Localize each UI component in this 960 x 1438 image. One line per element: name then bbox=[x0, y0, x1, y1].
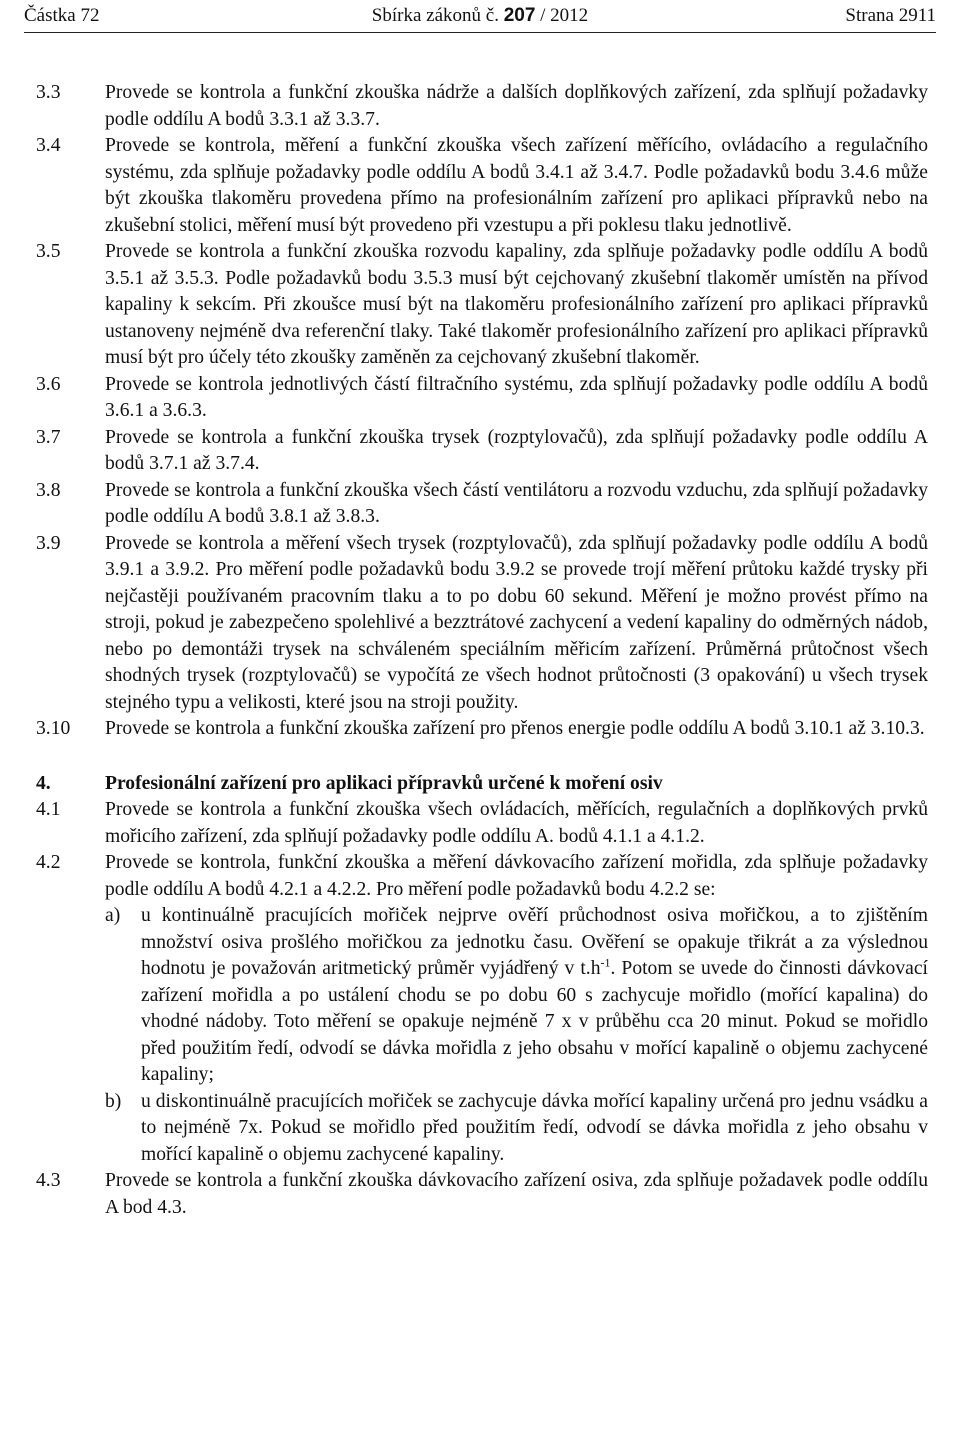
item-text: Provede se kontrola a funkční zkouška nádrže a dalších doplňkových zařízení, zda splňují požadavky podle oddílu A bodů 3.3.1 až 3.3.7. bbox=[105, 82, 928, 130]
subitem-a bbox=[105, 903, 928, 1089]
item-text: Provede se kontrola, měření a funkční zkouška všech zařízení měřícího, ovládacího a regulačního systému, zda splňuje požadavky podle oddílu A bodů 3.4.1 až 3.4.7. Podle požadavků bodu 3.4.6 může být zkouška tlakoměru provedena přímo na profesionálním zařízení pro aplikaci přípravků nebo na zkušební stolici, měření musí být provedeno při vzestupu a při poklesu tlaku jednotlivě. bbox=[105, 135, 928, 236]
item-text: Provede se kontrola a funkční zkouška trysek (rozptylovačů), zda splňují požadavky podle oddílu A bodů 3.7.1 až 3.7.4. bbox=[105, 426, 928, 474]
header-issue: Částka 72 bbox=[24, 5, 100, 26]
superscript-exponent: -1 bbox=[600, 955, 611, 970]
subitem-label: a) bbox=[105, 905, 121, 926]
item-4-1 bbox=[36, 797, 928, 850]
item-number: 4.3 bbox=[36, 1170, 61, 1191]
item-3-10 bbox=[36, 716, 928, 743]
item-3-8 bbox=[36, 478, 928, 531]
header-collection bbox=[24, 5, 936, 27]
item-number: 3.3 bbox=[36, 82, 61, 103]
item-body bbox=[105, 850, 928, 1168]
item-text: Provede se kontrola a funkční zkouška zařízení pro přenos energie podle oddílu A bodů 3.10.1 až 3.10.3. bbox=[105, 718, 925, 739]
item-number: 3.5 bbox=[36, 241, 61, 262]
subitem-label: b) bbox=[105, 1090, 122, 1112]
subitem-text bbox=[141, 903, 928, 1089]
item-number: 3.6 bbox=[36, 373, 61, 395]
subitem-text: u diskontinuálně pracujících mořiček se zachycuje dávka mořící kapaliny určená pro jednu vsádku a to nejméně 7x. Pokud se mořidlo před použitím ředí, odvodí se dávka mořidla z jeho obsahu v mořící kapalině o objemu zachycené kapaliny. bbox=[141, 1090, 928, 1165]
item-3-9 bbox=[36, 531, 928, 717]
item-text: Provede se kontrola a funkční zkouška všech ovládacích, měřících, regulačních a doplňkových prvků mořicího zařízení, zda splňují požadavky podle oddílu A. bodů 4.1.1 a 4.1.2. bbox=[105, 799, 928, 847]
item-number: 3.8 bbox=[36, 479, 61, 501]
item-3-6 bbox=[36, 372, 928, 425]
subitem-text-part2: . Potom se uvede do činnosti dávkovací zařízení mořidla a po ustálení chodu se po dobu 60 s zachycuje mořidlo (mořící kapalina) do vhodné nádoby. Toto měření se opakuje nejméně 7 x v průběhu cca 20 minut. Pokud se mořidlo před použitím ředí, odvodí se dávka mořidla z jeho obsahu v mořící kapalině o objemu zachycené kapaliny; bbox=[141, 958, 928, 1085]
item-text: Provede se kontrola jednotlivých částí filtračního systému, zda splňují požadavky podle oddílu A bodů 3.6.1 a 3.6.3. bbox=[105, 373, 928, 421]
header-page-number: Strana 2911 bbox=[845, 5, 936, 26]
page-header bbox=[24, 2, 936, 33]
document-body bbox=[36, 80, 928, 1221]
header-collection-prefix: Sbírka zákonů č. bbox=[371, 5, 499, 26]
item-number: 4.1 bbox=[36, 799, 61, 820]
item-3-3 bbox=[36, 80, 928, 133]
item-3-7 bbox=[36, 425, 928, 478]
section-heading bbox=[36, 771, 928, 798]
section-title: Profesionální zařízení pro aplikaci přípravků určené k moření osiv bbox=[105, 772, 663, 794]
header-collection-suffix: / 2012 bbox=[540, 5, 589, 26]
item-text: Provede se kontrola a funkční zkouška rozvodu kapaliny, zda splňuje požadavky podle oddílu A bodů 3.5.1 až 3.5.3. Podle požadavků bodu 3.5.3 musí být cejchovaný zkušební tlakoměr umístěn na přívod kapaliny k sekcím. Při zkoušce musí být na tlakoměru profesionálního zařízení pro aplikaci přípravků ustanoveny nejméně dva referenční tlaky. Také tlakoměr profesionálního zařízení pro aplikaci přípravků musí být pro účely této zkoušky zaměněn za cejchovaný zkušební tlakoměr. bbox=[105, 241, 928, 368]
item-text: Provede se kontrola, funkční zkouška a měření dávkovacího zařízení mořidla, zda splňuje požadavky podle oddílu A bodů 4.2.1 a 4.2.2. Pro měření podle požadavků bodu 4.2.2 se: bbox=[105, 852, 928, 900]
item-3-4 bbox=[36, 133, 928, 239]
item-text: Provede se kontrola a funkční zkouška všech částí ventilátoru a rozvodu vzduchu, zda splňují požadavky podle oddílu A bodů 3.8.1 až 3.8.3. bbox=[105, 479, 928, 527]
section-number: 4. bbox=[36, 772, 51, 794]
item-3-5 bbox=[36, 239, 928, 372]
subitem-b bbox=[105, 1089, 928, 1169]
item-text: Provede se kontrola a funkční zkouška dávkovacího zařízení osiva, zda splňuje požadavek podle oddílu A bod 4.3. bbox=[105, 1170, 928, 1218]
item-number: 3.7 bbox=[36, 426, 61, 448]
subitem-text-part1: u kontinuálně pracujících mořiček nejprve ověří průchodnost osiva mořičkou, a to zjištěním množství osiva prošlého mořičkou za jednotku času. Ověření se opakuje třikrát a za výslednou hodnotu je považován aritmetický průměr vyjádřený v t.h bbox=[141, 905, 928, 979]
item-number: 4.2 bbox=[36, 852, 61, 873]
item-text: Provede se kontrola a měření všech trysek (rozptylovačů), zda splňují požadavky podle oddílu A bodů 3.9.1 a 3.9.2. Pro měření podle požadavků bodu 3.9.2 se provede trojí měření průtoku každé trysky při nejčastěji používaném pracovním tlaku a to po dobu 60 sekund. Měření je možno provést přímo na stroji, pokud je zabezpečeno spolehlivé a bezztrátové zachycení a vedení kapaliny do odměrných nádob, nebo po demontáži trysek na schváleném speciálním měřicím zařízení. Průměrná průtočnost všech shodných trysek (rozptylovačů) se vypočítá ze všech hodnot průtočnosti (3 opakování) u všech trysek stejného typu a velikosti, které jsou na stroji použity. bbox=[105, 532, 928, 713]
header-collection-number: 207 bbox=[503, 5, 536, 26]
item-4-2 bbox=[36, 850, 928, 1168]
item-4-3 bbox=[36, 1168, 928, 1221]
item-number: 3.9 bbox=[36, 532, 61, 554]
item-number: 3.4 bbox=[36, 135, 61, 156]
item-number: 3.10 bbox=[36, 718, 71, 739]
